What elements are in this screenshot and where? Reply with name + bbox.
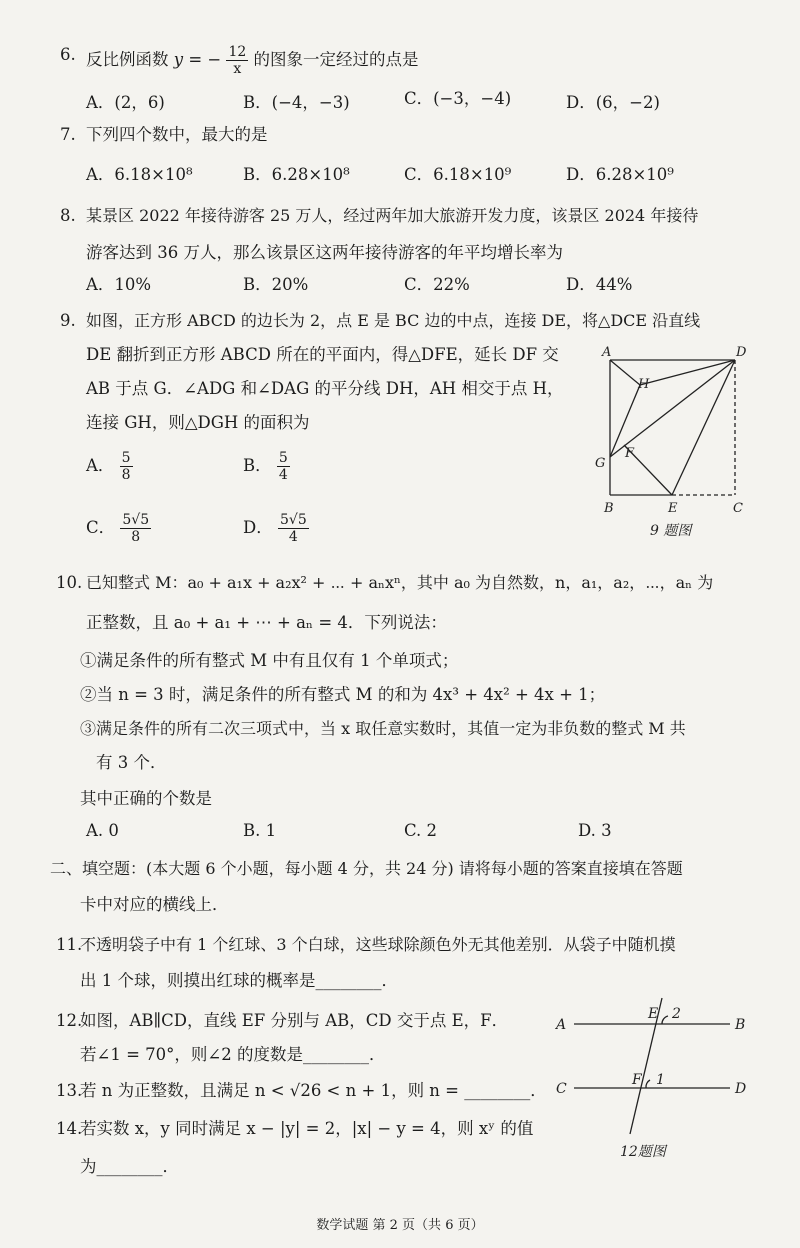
figure-label: F: [625, 446, 635, 461]
option-c: C．22%: [404, 275, 470, 294]
figure-label: 2: [672, 1006, 681, 1022]
question-number: 14.: [56, 1119, 83, 1138]
statement-3-cont: 有 3 个．: [96, 753, 167, 772]
fraction-denominator: 8: [131, 529, 141, 545]
angle-2-arc: [662, 1016, 668, 1024]
fraction-numerator: 5: [278, 450, 288, 466]
question-number: 9.: [60, 311, 76, 330]
figure-label: A: [602, 345, 612, 360]
figure-label: F: [632, 1072, 642, 1088]
question-number: 13.: [56, 1081, 83, 1100]
option-a: A．(2，6): [86, 93, 165, 112]
question-stem-line: 若∠1 = 70°，则∠2 的度数是________．: [80, 1045, 386, 1064]
question-stem-line: 为________．: [80, 1157, 179, 1176]
question-number: 10.: [56, 573, 83, 592]
option-c: C．(−3，−4): [404, 89, 512, 108]
question-stem-line: 出 1 个球，则摸出红球的概率是________．: [80, 971, 398, 990]
fraction-numerator: 5√5: [122, 512, 150, 528]
option-d: [243, 512, 309, 545]
figure-label: B: [604, 501, 614, 516]
question-number: 12.: [56, 1011, 83, 1030]
option-c: [86, 512, 151, 545]
question-stem-line: 已知整式 M：a₀ + a₁x + a₂x² + ⋯ + aₙxⁿ，其中 a₀ 为自然数，n，a₁，a₂，⋯，aₙ 为: [86, 573, 714, 592]
option-a: A．6.18×10⁸: [86, 165, 193, 184]
question-stem: 下列四个数中，最大的是: [86, 125, 268, 144]
fraction-numerator: 5√5: [279, 512, 307, 528]
option-label: B．: [243, 456, 272, 475]
option-a: A．10%: [86, 275, 152, 294]
angle-1-arc: [646, 1080, 650, 1088]
figure-caption: 12题图: [620, 1144, 666, 1160]
option-label: C．: [86, 518, 116, 537]
option-b: B．20%: [243, 275, 309, 294]
section-heading: 二、填空题：(本大题 6 个小题，每小题 4 分，共 24 分) 请将每小题的答案直接填在答题: [50, 859, 683, 878]
question-number: 6.: [60, 45, 76, 64]
option-b: B. 1: [243, 821, 277, 840]
segment-dh: [640, 360, 735, 385]
option-d: D. 3: [578, 821, 612, 840]
figure-label: G: [595, 456, 606, 471]
fraction: [120, 512, 151, 545]
figure-caption: 9 题图: [650, 523, 692, 539]
geometry-figure-12: [550, 996, 765, 1166]
question-stem: [86, 44, 419, 77]
fraction: [278, 512, 309, 545]
stem-text: 反比例函数: [86, 50, 169, 69]
fraction: [226, 44, 248, 77]
segment-de: [672, 360, 735, 495]
question-stem-line: 若实数 x，y 同时满足 x − |y| = 2，|x| − y = 4，则 xʸ 的值: [80, 1119, 534, 1138]
figure-label: C: [556, 1081, 567, 1097]
option-c: C. 2: [404, 821, 438, 840]
page-footer: 数学试题 第 2 页（共 6 页）: [316, 1218, 484, 1233]
statement-2: ②当 n = 3 时，满足条件的所有整式 M 的和为 4x³ + 4x² + 4x + 1；: [80, 685, 606, 704]
figure-label: D: [735, 1081, 747, 1097]
figure-label: E: [668, 501, 678, 516]
figure-label: 1: [656, 1072, 665, 1088]
option-d: D．44%: [566, 275, 633, 294]
question-stem-line: 若 n 为正整数，且满足 n < √26 < n + 1，则 n = ________．: [80, 1081, 547, 1100]
figure-label: B: [735, 1017, 746, 1033]
question-stem-line: 连接 GH，则△DGH 的面积为: [86, 413, 310, 432]
option-b: [243, 450, 290, 483]
fraction: [277, 450, 290, 483]
stem-equation: y = −: [173, 50, 222, 69]
option-d: D．(6，−2): [566, 93, 660, 112]
fraction-denominator: 4: [278, 467, 288, 483]
fraction: [120, 450, 133, 483]
stem-text: 的图象一定经过的点是: [253, 50, 419, 69]
figure-label: E: [648, 1006, 659, 1022]
fraction-numerator: 5: [121, 450, 131, 466]
segment-ah: [610, 360, 640, 385]
question-stem-line: 如图，正方形 ABCD 的边长为 2，点 E 是 BC 边的中点，连接 DE，将△DCE 沿直线: [86, 311, 701, 330]
question-stem-line: 不透明袋子中有 1 个红球、3 个白球，这些球除颜色外无其他差别．从袋子中随机摸: [80, 935, 676, 954]
question-number: 11.: [56, 935, 83, 954]
figure-label: C: [733, 501, 743, 516]
figure-label: D: [736, 345, 747, 360]
option-label: D．: [243, 518, 273, 537]
option-b: B．(−4，−3): [243, 93, 350, 112]
question-stem-line: 如图，AB∥CD，直线 EF 分别与 AB，CD 交于点 E，F．: [80, 1011, 509, 1030]
figure-label: H: [638, 377, 650, 392]
figure-label: A: [556, 1017, 567, 1033]
fraction-numerator: 12: [228, 44, 247, 60]
geometry-figure-9: [590, 340, 760, 550]
option-d: D．6.28×10⁹: [566, 165, 674, 184]
question-ask: 其中正确的个数是: [80, 789, 212, 808]
option-a: [86, 450, 133, 483]
option-label: A．: [86, 456, 115, 475]
question-stem-line: DE 翻折到正方形 ABCD 所在的平面内，得△DFE，延长 DF 交: [86, 345, 559, 364]
option-b: B．6.28×10⁸: [243, 165, 350, 184]
option-c: C．6.18×10⁹: [404, 165, 512, 184]
statement-1: ①满足条件的所有整式 M 中有且仅有 1 个单项式；: [80, 651, 459, 670]
fraction-denominator: x: [233, 61, 242, 77]
section-heading-cont: 卡中对应的横线上．: [80, 895, 229, 914]
segment-dg: [610, 360, 735, 457]
statement-3: ③满足条件的所有二次三项式中，当 x 取任意实数时，其值一定为非负数的整式 M 共: [80, 719, 686, 738]
fraction-denominator: 4: [288, 529, 298, 545]
question-stem-line: 正整数，且 a₀ + a₁ + ⋯ + aₙ = 4．下列说法：: [86, 613, 447, 632]
question-number: 7.: [60, 125, 76, 144]
question-stem-line: 游客达到 36 万人，那么该景区这两年接待游客的年平均增长率为: [86, 243, 563, 262]
question-number: 8.: [60, 206, 76, 225]
fraction-denominator: 8: [121, 467, 131, 483]
question-stem-line: 某景区 2022 年接待游客 25 万人，经过两年加大旅游开发力度，该景区 2024 年接待: [86, 206, 699, 225]
question-stem-line: AB 于点 G．∠ADG 和∠DAG 的平分线 DH，AH 相交于点 H，: [86, 379, 564, 398]
option-a: A. 0: [86, 821, 119, 840]
